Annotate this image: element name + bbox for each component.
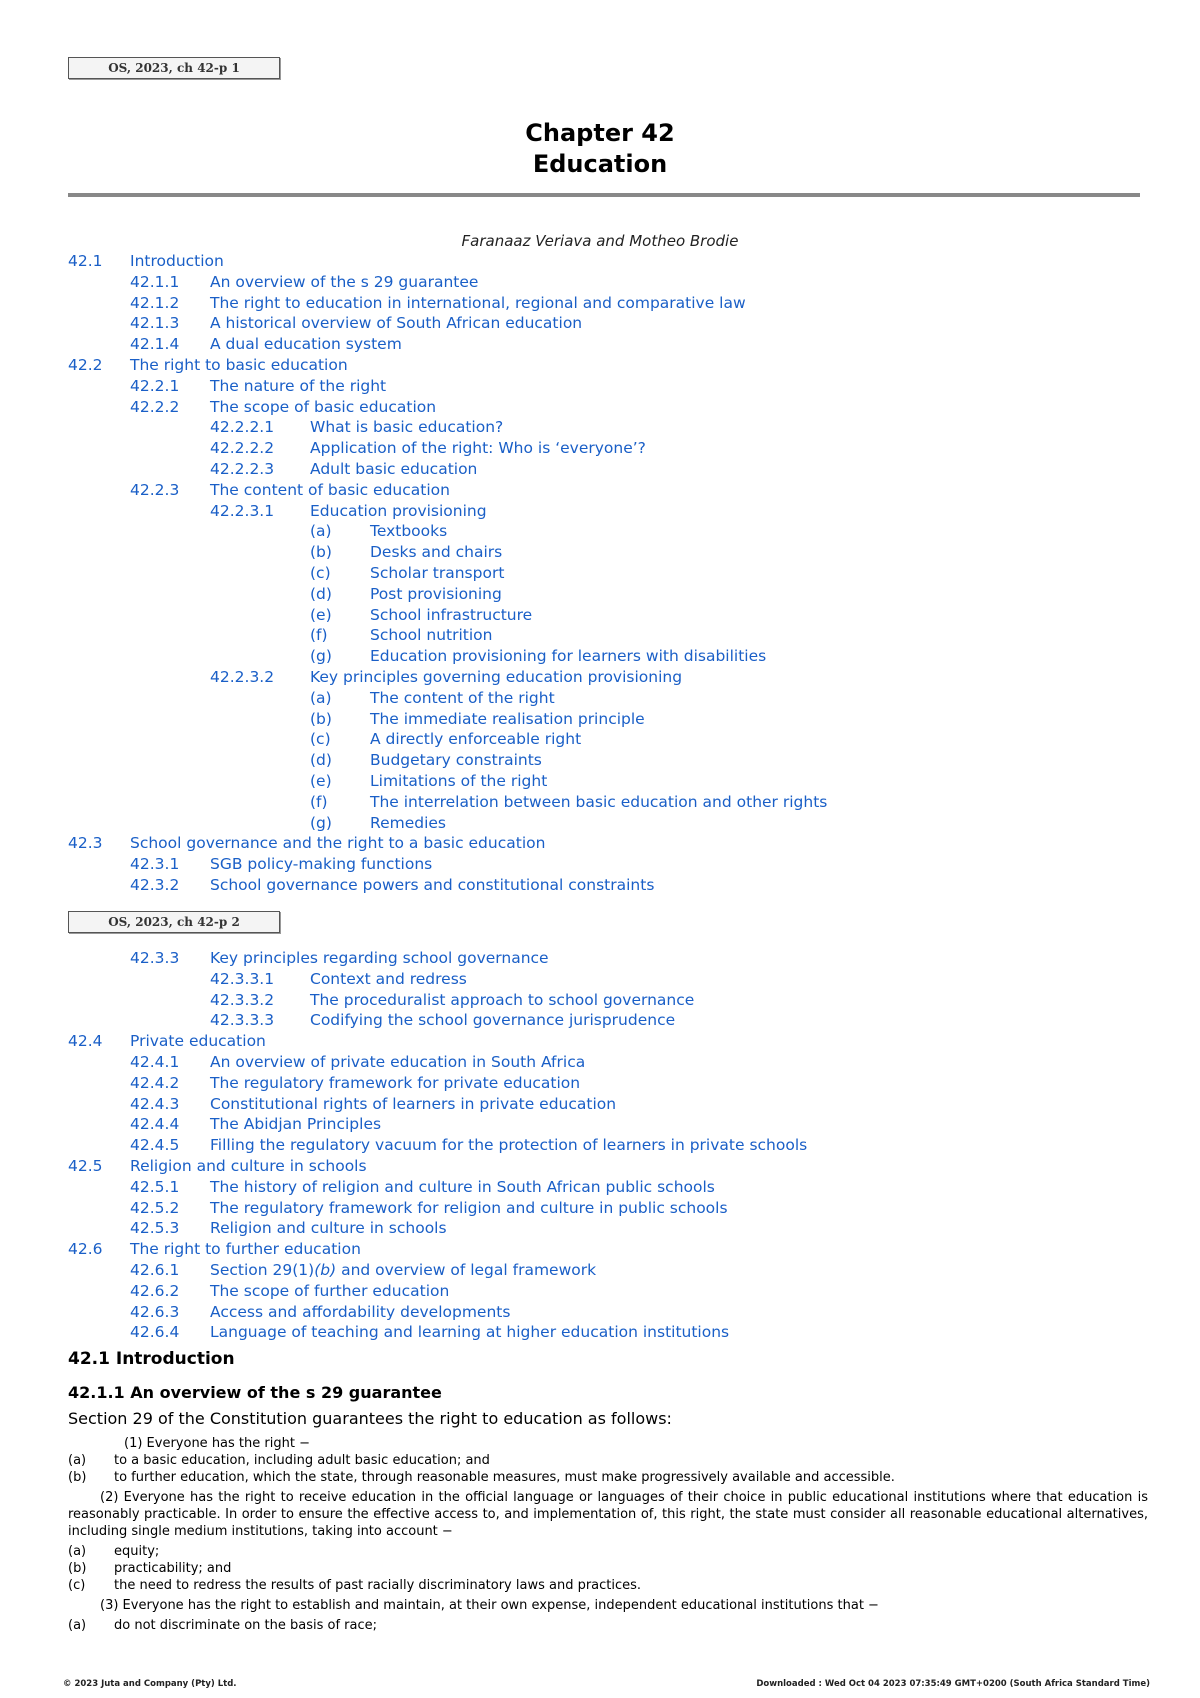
quote-item-label: (b) — [68, 1561, 87, 1576]
toc-entry-link[interactable]: The immediate realisation principle — [370, 709, 645, 728]
toc-entry-link[interactable]: A directly enforceable right — [370, 730, 582, 749]
toc-entry — [0, 480, 1200, 501]
toc-entry-number[interactable]: 42.4.4 — [130, 1115, 180, 1134]
toc-entry-number[interactable]: 42.2.2.3 — [210, 459, 275, 478]
toc-entry — [0, 501, 1200, 522]
toc-entry-link[interactable]: Desks and chairs — [370, 543, 503, 562]
toc-entry-link[interactable]: Access and affordability developments — [210, 1302, 511, 1321]
toc-entry-link[interactable]: An overview of private education in South Africa — [210, 1052, 586, 1071]
toc-entry-link[interactable]: The regulatory framework for private education — [210, 1073, 581, 1092]
toc-entry — [0, 833, 1200, 854]
toc-entry-number[interactable]: (g) — [310, 813, 332, 832]
toc-entry-link[interactable]: Remedies — [370, 813, 447, 832]
toc-entry-link[interactable]: The Abidjan Principles — [210, 1115, 382, 1134]
toc-entry-number[interactable]: 42.6.2 — [130, 1281, 180, 1300]
chapter-title: Education — [532, 150, 668, 178]
quote-item-label: (a) — [68, 1544, 87, 1559]
toc-entry — [0, 969, 1200, 990]
quote-item — [68, 1469, 1148, 1486]
toc-entry-link[interactable]: Budgetary constraints — [370, 751, 542, 770]
toc-entry — [0, 646, 1200, 667]
toc-entry-link[interactable]: An overview of the s 29 guarantee — [210, 272, 479, 291]
toc-entry — [0, 438, 1200, 459]
toc-entry-link[interactable]: Key principles governing education provisioning — [310, 667, 683, 686]
toc-entry — [0, 667, 1200, 688]
toc-entry-number[interactable]: 42.5.1 — [130, 1177, 180, 1196]
toc-entry — [0, 1114, 1200, 1135]
toc-entry-number[interactable]: 42.5.3 — [130, 1219, 180, 1238]
quote-item — [68, 1560, 1148, 1577]
toc-entry-number[interactable]: (e) — [310, 605, 332, 624]
toc-entry-number[interactable]: 42.2.3.1 — [210, 501, 275, 520]
toc-entry-number[interactable]: (a) — [310, 688, 332, 707]
toc-entry-number[interactable]: 42.4 — [68, 1032, 103, 1051]
toc-entry — [0, 1010, 1200, 1031]
toc-entry-link[interactable]: Language of teaching and learning at higher education institutions — [210, 1323, 730, 1342]
toc-entry — [0, 605, 1200, 626]
toc-entry — [0, 1302, 1200, 1323]
toc-entry-link[interactable]: Post provisioning — [370, 584, 502, 603]
toc-entry-number[interactable]: 42.3.3.2 — [210, 990, 275, 1009]
toc-entry-link[interactable]: School governance powers and constitutional constraints — [210, 875, 655, 894]
toc-entry-number[interactable]: 42.4.3 — [130, 1094, 180, 1113]
toc-entry-number[interactable]: (a) — [310, 522, 332, 541]
toc-entry — [0, 1239, 1200, 1260]
toc-entry-number[interactable]: 42.2.3.2 — [210, 667, 275, 686]
toc-entry — [0, 1177, 1200, 1198]
toc-entry-link[interactable]: School nutrition — [370, 626, 493, 645]
page-marker-2: OS, 2023, ch 42-p 2 — [68, 911, 280, 933]
toc-entry-number[interactable]: 42.2.1 — [130, 376, 180, 395]
toc-entry — [0, 771, 1200, 792]
toc-entry — [0, 1260, 1200, 1281]
toc-entry-link[interactable]: The scope of further education — [210, 1281, 450, 1300]
toc-entry-number[interactable]: (g) — [310, 647, 332, 666]
quote-item-text: the need to redress the results of past racially discriminatory laws and practices. — [114, 1578, 642, 1593]
toc-entry-link[interactable]: The proceduralist approach to school governance — [310, 990, 695, 1009]
toc-entry-link[interactable]: Education provisioning — [310, 501, 487, 520]
toc-entry-number[interactable]: 42.6.4 — [130, 1323, 180, 1342]
toc-entry-number[interactable]: 42.4.5 — [130, 1136, 180, 1155]
quote-item-label: (a) — [68, 1618, 87, 1633]
quote-clause-1: (1) Everyone has the right − — [124, 1436, 310, 1451]
toc-entry — [0, 729, 1200, 750]
toc-entry — [0, 1135, 1200, 1156]
toc-entry — [0, 313, 1200, 334]
toc-entry-number[interactable]: 42.1.2 — [130, 293, 180, 312]
toc-entry-link[interactable]: The history of religion and culture in South African public schools — [210, 1177, 715, 1196]
toc-entry-number[interactable]: (c) — [310, 563, 331, 582]
toc-entry — [0, 293, 1200, 314]
toc-entry-link[interactable]: Context and redress — [310, 969, 467, 988]
toc-entry — [0, 334, 1200, 355]
toc-entry-link[interactable]: Private education — [130, 1032, 266, 1051]
toc-entry-number[interactable]: (b) — [310, 709, 332, 728]
footer-copyright: © 2023 Juta and Company (Pty) Ltd. — [63, 1679, 237, 1689]
toc-entry-link[interactable]: The content of the right — [370, 688, 555, 707]
toc-entry — [0, 948, 1200, 969]
toc-entry-link[interactable]: Scholar transport — [370, 563, 505, 582]
toc-entry-link[interactable]: The scope of basic education — [210, 397, 437, 416]
toc-entry-link[interactable]: School infrastructure — [370, 605, 533, 624]
toc-entry-link[interactable]: The content of basic education — [210, 480, 450, 499]
toc-entry-number[interactable]: 42.1.4 — [130, 335, 180, 354]
quote-item-label: (b) — [68, 1470, 87, 1485]
chapter-heading — [0, 118, 1200, 180]
toc-entry-number[interactable]: 42.3.2 — [130, 875, 180, 894]
toc-entry — [0, 1094, 1200, 1115]
constitution-quote — [68, 1435, 1148, 1634]
toc-entry — [0, 355, 1200, 376]
quote-item — [68, 1452, 1148, 1469]
quote-item-label: (c) — [68, 1578, 86, 1593]
toc-entry — [0, 272, 1200, 293]
toc-entry-link[interactable]: Education provisioning for learners with disabilities — [370, 647, 767, 666]
toc-entry — [0, 813, 1200, 834]
toc-entry-link[interactable] — [210, 1260, 596, 1281]
footer-download-timestamp: Downloaded : Wed Oct 04 2023 07:35:49 GMT+0200 (South Africa Standard Time) — [756, 1679, 1150, 1689]
toc-entry-link[interactable]: A historical overview of South African education — [210, 314, 583, 333]
toc-entry — [0, 792, 1200, 813]
table-of-contents-part-1 — [0, 251, 1200, 896]
toc-entry-number[interactable]: 42.2.3 — [130, 480, 180, 499]
table-of-contents-part-2 — [0, 948, 1200, 1343]
toc-entry-number[interactable]: 42.3.3.1 — [210, 969, 275, 988]
toc-entry-number[interactable]: 42.1.3 — [130, 314, 180, 333]
toc-entry-link[interactable]: School governance and the right to a basic education — [130, 834, 546, 853]
chapter-body — [68, 1348, 1148, 1634]
toc-entry-link[interactable]: Religion and culture in schools — [130, 1156, 367, 1175]
toc-entry-number[interactable]: 42.5.2 — [130, 1198, 180, 1217]
toc-entry-number[interactable]: (f) — [310, 792, 328, 811]
toc-entry-link[interactable]: The right to basic education — [130, 355, 348, 374]
toc-entry-link[interactable]: Key principles regarding school governance — [210, 949, 549, 967]
quote-item-text: equity; — [114, 1544, 160, 1559]
page-marker-1: OS, 2023, ch 42-p 1 — [68, 57, 280, 79]
toc-entry-number[interactable]: 42.6.1 — [130, 1260, 180, 1279]
toc-entry-link[interactable]: Filling the regulatory vacuum for the protection of learners in private schools — [210, 1136, 808, 1155]
toc-entry-link[interactable]: SGB policy-making functions — [210, 855, 433, 874]
toc-entry-link[interactable]: What is basic education? — [310, 418, 504, 437]
toc-entry-number[interactable]: (c) — [310, 730, 331, 749]
quote-item-text: practicability; and — [114, 1561, 232, 1576]
toc-entry-link[interactable]: Textbooks — [370, 522, 448, 541]
toc-entry — [0, 625, 1200, 646]
toc-entry — [0, 1052, 1200, 1073]
toc-entry-link[interactable]: Application of the right: Who is ‘everyone’? — [310, 439, 646, 458]
toc-entry-link[interactable]: Limitations of the right — [370, 771, 548, 790]
toc-entry — [0, 563, 1200, 584]
toc-entry — [0, 1322, 1200, 1343]
quote-clause-3: (3) Everyone has the right to establish and maintain, at their own expense, independent educational institutions that − — [100, 1598, 879, 1613]
toc-entry-link[interactable]: The interrelation between basic education and other rights — [370, 792, 828, 811]
toc-entry-number[interactable]: 42.4.2 — [130, 1073, 180, 1092]
toc-entry — [0, 584, 1200, 605]
toc-entry-number[interactable]: 42.2.2.1 — [210, 418, 275, 437]
chapter-authors: Faranaaz Veriava and Motheo Brodie — [461, 232, 739, 250]
toc-entry-number[interactable]: (d) — [310, 584, 332, 603]
chapter-number: Chapter 42 — [525, 119, 675, 147]
toc-entry-number[interactable]: 42.6.3 — [130, 1302, 180, 1321]
toc-entry-number[interactable]: 42.1 — [68, 252, 103, 270]
toc-entry-link[interactable]: Religion and culture in schools — [210, 1219, 447, 1238]
toc-entry — [0, 459, 1200, 480]
toc-entry — [0, 397, 1200, 418]
toc-entry — [0, 1198, 1200, 1219]
toc-entry-number[interactable]: (f) — [310, 626, 328, 645]
toc-entry — [0, 990, 1200, 1011]
toc-entry — [0, 417, 1200, 438]
toc-entry — [0, 1156, 1200, 1177]
toc-entry-number[interactable]: 42.2 — [68, 355, 103, 374]
quote-item-text: do not discriminate on the basis of race; — [114, 1618, 378, 1633]
toc-entry-number[interactable]: 42.3.1 — [130, 855, 180, 874]
quote-clause-2: (2) Everyone has the right to receive education in the official language or languages of their choice in public educational institutions where that education is reasonably practicable. In order to ensure the effective access to, and implementation of, this right, the state must consider all reasonable educational alternatives, including single medium institutions, taking into account − — [68, 1490, 1148, 1539]
toc-entry-number[interactable]: 42.3.3 — [130, 949, 180, 967]
toc-entry-number[interactable]: 42.3 — [68, 834, 103, 853]
toc-entry-link[interactable]: Codifying the school governance jurisprudence — [310, 1011, 676, 1030]
quote-item — [68, 1543, 1148, 1560]
toc-entry-number[interactable]: (e) — [310, 771, 332, 790]
toc-entry-number[interactable]: 42.2.2 — [130, 397, 180, 416]
toc-entry-number[interactable]: 42.2.2.2 — [210, 439, 275, 458]
toc-entry-link[interactable]: Constitutional rights of learners in private education — [210, 1094, 617, 1113]
quote-item-text: to further education, which the state, through reasonable measures, must make progressively available and accessible. — [114, 1470, 895, 1485]
quote-item-label: (a) — [68, 1453, 87, 1468]
intro-paragraph: Section 29 of the Constitution guarantees the right to education as follows: — [68, 1409, 672, 1428]
toc-entry — [0, 376, 1200, 397]
toc-entry-link[interactable]: Introduction — [130, 252, 224, 270]
quote-item-text: to a basic education, including adult basic education; and — [114, 1453, 490, 1468]
toc-entry — [0, 1073, 1200, 1094]
toc-entry-link[interactable]: The right to education in international, regional and comparative law — [210, 293, 746, 312]
toc-entry — [0, 1218, 1200, 1239]
toc-entry-link[interactable]: The regulatory framework for religion and culture in public schools — [210, 1198, 728, 1217]
toc-entry — [0, 251, 1200, 272]
section-heading: 42.1 Introduction — [68, 1349, 235, 1369]
toc-entry — [0, 750, 1200, 771]
toc-entry — [0, 1281, 1200, 1302]
toc-entry — [0, 709, 1200, 730]
toc-entry — [0, 875, 1200, 896]
toc-entry-number[interactable]: (d) — [310, 751, 332, 770]
toc-entry-link-text: Section 29(1) — [210, 1260, 315, 1279]
toc-entry-number[interactable]: 42.5 — [68, 1156, 103, 1175]
toc-entry-number[interactable]: 42.3.3.3 — [210, 1011, 275, 1030]
toc-entry-number[interactable]: 42.1.1 — [130, 272, 180, 291]
title-divider — [68, 193, 1140, 197]
quote-item — [68, 1617, 1148, 1634]
toc-entry-link[interactable]: The nature of the right — [210, 376, 387, 395]
toc-entry-link[interactable]: Adult basic education — [310, 459, 478, 478]
toc-entry-link[interactable]: The right to further education — [130, 1240, 361, 1259]
toc-entry — [0, 542, 1200, 563]
toc-entry-link-text: and overview of legal framework — [336, 1260, 597, 1279]
toc-entry-link-italic: (b) — [314, 1260, 337, 1279]
toc-entry-number[interactable]: 42.4.1 — [130, 1052, 180, 1071]
toc-entry — [0, 521, 1200, 542]
quote-item — [68, 1577, 1148, 1594]
toc-entry — [0, 854, 1200, 875]
toc-entry-number[interactable]: 42.6 — [68, 1240, 103, 1259]
toc-entry-link[interactable]: A dual education system — [210, 335, 402, 354]
toc-entry-number[interactable]: (b) — [310, 543, 332, 562]
subsection-heading: 42.1.1 An overview of the s 29 guarantee — [68, 1383, 442, 1402]
toc-entry — [0, 1031, 1200, 1052]
toc-entry — [0, 688, 1200, 709]
